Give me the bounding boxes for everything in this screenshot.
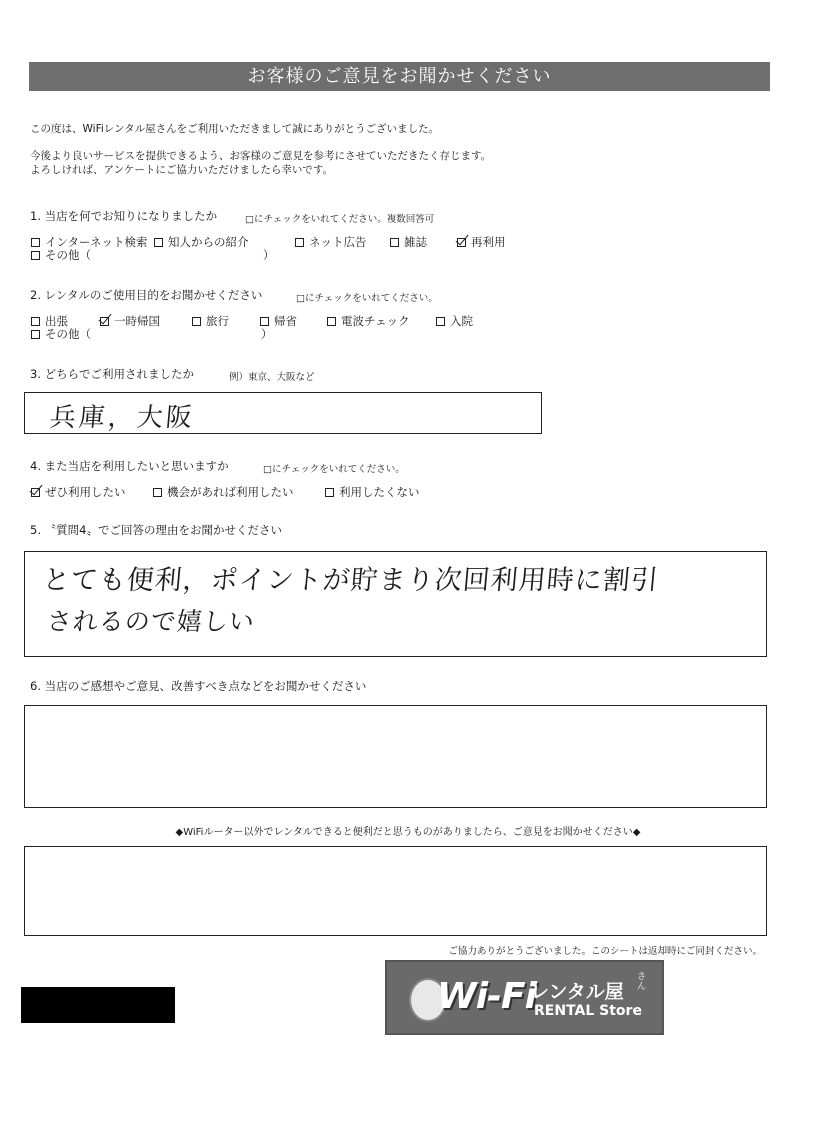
q2-title: 2. レンタルのご使用目的をお聞かせください — [30, 288, 263, 302]
q3-note: 例）東京、大阪など — [229, 372, 315, 383]
intro-line-3: よろしければ、アンケートにご協力いただけましたら幸いです。 — [30, 164, 334, 176]
q6-answer-box[interactable] — [24, 705, 767, 808]
q2-option-other[interactable]: その他（ — [31, 326, 91, 342]
checkbox[interactable] — [31, 317, 40, 326]
survey-header-title: お客様のご意見をお聞かせください — [29, 62, 770, 91]
redaction-block — [21, 987, 175, 1023]
q2-option-temporary-return[interactable]: 一時帰国 — [100, 313, 160, 329]
checkbox-checked[interactable] — [31, 488, 40, 497]
checkbox[interactable] — [327, 317, 336, 326]
intro-line-1: この度は、WiFiレンタル屋さんをご利用いただきまして誠にありがとうございました。 — [30, 123, 440, 135]
logo-wifi-text: Wi-Fi — [437, 976, 536, 1017]
checkbox-checked[interactable] — [457, 238, 466, 247]
checkbox[interactable] — [295, 238, 304, 247]
q3-title: 3. どちらでご利用されましたか — [30, 367, 195, 381]
q2-option-travel[interactable]: 旅行 — [192, 313, 229, 329]
intro-line-2: 今後より良いサービスを提供できるよう、お客様のご意見を参考にさせていただきたく存じます。 — [30, 150, 492, 162]
q5-handwritten-answer-line-2: されるので嬉しい — [45, 607, 257, 636]
checkbox[interactable] — [154, 238, 163, 247]
q1-option-internet-search[interactable]: インターネット検索 — [31, 234, 147, 250]
q1-title: 1. 当店を何でお知りになりましたか — [30, 209, 218, 223]
extra-answer-box[interactable] — [24, 846, 767, 936]
q2-other-close-paren: ） — [261, 327, 273, 341]
checkbox[interactable] — [153, 488, 162, 497]
q4-title: 4. また当店を利用したいと思いますか — [30, 459, 229, 473]
q1-option-reuse[interactable]: 再利用 — [457, 234, 506, 250]
checkbox[interactable] — [31, 330, 40, 339]
extra-question-prompt: ◆WiFiルーター以外でレンタルできると便利だと思うものがありましたら、ご意見をお聞かせください◆ — [175, 827, 641, 838]
checkbox[interactable] — [192, 317, 201, 326]
q4-option-if-chance[interactable]: 機会があれば利用したい — [153, 484, 294, 500]
checkbox[interactable] — [260, 317, 269, 326]
q3-answer-box[interactable] — [24, 392, 542, 434]
wifi-rental-store-logo — [385, 960, 664, 1035]
footer-thanks-note: ご協力ありがとうございました。このシートは返却時にご同封ください。 — [448, 946, 762, 957]
q4-option-no[interactable]: 利用したくない — [325, 484, 420, 500]
logo-japanese-text: レンタル屋 — [530, 981, 624, 1003]
checkbox[interactable] — [436, 317, 445, 326]
checkbox[interactable] — [390, 238, 399, 247]
checkbox[interactable] — [31, 238, 40, 247]
q4-option-definitely[interactable]: ぜひ利用したい — [31, 484, 126, 500]
q2-option-hospital[interactable]: 入院 — [436, 313, 473, 329]
q1-option-net-ad[interactable]: ネット広告 — [295, 234, 367, 250]
q2-option-business[interactable]: 出張 — [31, 313, 68, 329]
q3-handwritten-answer: 兵庫，大阪 — [48, 403, 197, 433]
q2-note: □にチェックをいれてください。 — [296, 293, 438, 304]
q5-answer-box[interactable] — [24, 551, 767, 657]
checkbox[interactable] — [325, 488, 334, 497]
q1-other-close-paren: ） — [263, 248, 275, 262]
q1-option-referral[interactable]: 知人からの紹介 — [154, 234, 249, 250]
checkbox-checked[interactable] — [100, 317, 109, 326]
checkbox[interactable] — [31, 251, 40, 260]
q1-note: □にチェックをいれてください。複数回答可 — [245, 214, 435, 225]
logo-english-text: RENTAL Store — [534, 1003, 642, 1019]
q1-option-other[interactable]: その他（ — [31, 247, 91, 263]
logo-san-text: さん — [637, 972, 647, 992]
q2-option-signal-check[interactable]: 電波チェック — [327, 313, 410, 329]
q1-option-magazine[interactable]: 雑誌 — [390, 234, 427, 250]
q5-title: 5. 〝質問4〟でご回答の理由をお聞かせください — [30, 523, 282, 537]
q6-title: 6. 当店のご感想やご意見、改善すべき点などをお聞かせください — [30, 679, 367, 693]
q4-note: □にチェックをいれてください。 — [263, 464, 405, 475]
q2-option-homecoming[interactable]: 帰省 — [260, 313, 297, 329]
q5-handwritten-answer-line-1: とても便利，ポイントが貯まり次回利用時に割引 — [41, 565, 661, 596]
